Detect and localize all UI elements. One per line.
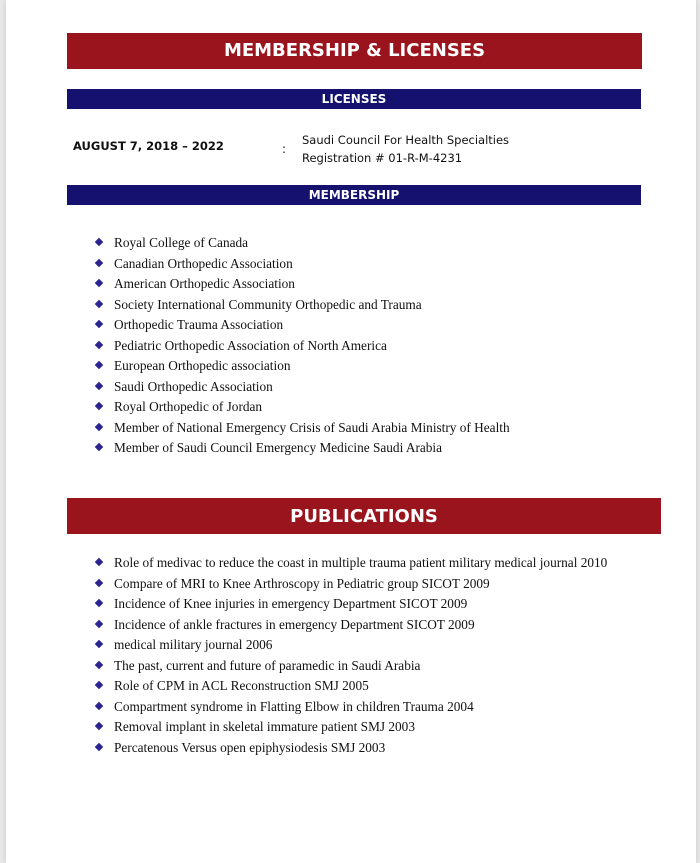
diamond-bullet-icon [95, 619, 103, 627]
membership-item-text: Member of National Emergency Crisis of Saudi Arabia Ministry of Health [114, 419, 510, 435]
diamond-bullet-icon [95, 578, 103, 586]
membership-item [94, 438, 510, 459]
membership-item-text: Canadian Orthopedic Association [114, 255, 293, 271]
diamond-bullet-icon [95, 422, 103, 430]
licenses-header: LICENSES [67, 89, 641, 109]
diamond-bullet-icon [95, 340, 103, 348]
diamond-bullet-icon [95, 402, 103, 410]
membership-item [94, 377, 510, 398]
publication-item-text: Role of CPM in ACL Reconstruction SMJ 2005 [114, 678, 369, 693]
license-details [302, 131, 509, 167]
diamond-bullet-icon [95, 722, 103, 730]
diamond-bullet-icon [95, 258, 103, 266]
membership-item [94, 418, 510, 439]
diamond-bullet-icon [95, 558, 103, 566]
diamond-bullet-icon [95, 660, 103, 668]
diamond-bullet-icon [95, 279, 103, 287]
diamond-bullet-icon [95, 640, 103, 648]
diamond-bullet-icon [95, 361, 103, 369]
membership-item-text: Pediatric Orthopedic Association of North America [114, 337, 387, 353]
publication-item [94, 635, 607, 656]
membership-item-text: Member of Saudi Council Emergency Medicine Saudi Arabia [114, 440, 443, 455]
diamond-bullet-icon [95, 742, 103, 750]
diamond-bullet-icon [95, 443, 103, 451]
membership-item [94, 254, 510, 275]
publication-item-text: Compartment syndrome in Flatting Elbow in children Trauma 2004 [114, 698, 474, 714]
publications-list [94, 553, 607, 758]
membership-item-text: American Orthopedic Association [114, 276, 295, 291]
diamond-bullet-icon [95, 381, 103, 389]
publication-item [94, 574, 607, 595]
membership-item [94, 274, 510, 295]
diamond-bullet-icon [95, 299, 103, 307]
membership-item [94, 356, 510, 377]
membership-item-text: Royal College of Canada [114, 235, 249, 250]
membership-item-text: Society International Community Orthopedic and Trauma [114, 296, 422, 312]
membership-header: MEMBERSHIP [67, 185, 641, 205]
publication-item-text: Compare of MRI to Knee Arthroscopy in Pediatric group SICOT 2009 [114, 575, 490, 591]
membership-item [94, 315, 510, 336]
license-issuer: Saudi Council For Health Specialties [302, 133, 510, 147]
membership-licenses-banner: MEMBERSHIP & LICENSES [67, 33, 642, 69]
publication-item-text: Percatenous Versus open epiphysiodesis SMJ 2003 [114, 739, 386, 755]
diamond-bullet-icon [95, 701, 103, 709]
publication-item [94, 717, 607, 738]
publication-item-text: Removal implant in skeletal immature patient SMJ 2003 [114, 719, 415, 734]
membership-item-text: Orthopedic Trauma Association [114, 317, 284, 332]
membership-item [94, 295, 510, 316]
license-separator: : [282, 142, 287, 156]
membership-item-text: Royal Orthopedic of Jordan [114, 399, 263, 414]
diamond-bullet-icon [95, 681, 103, 689]
publication-item [94, 738, 607, 759]
publication-item [94, 594, 607, 615]
license-registration: Registration # 01-R-M-4231 [302, 151, 463, 165]
membership-item [94, 397, 510, 418]
publication-item [94, 656, 607, 677]
membership-list [94, 233, 510, 459]
publication-item-text: Role of medivac to reduce the coast in multiple trauma patient military medical journal 2010 [114, 555, 608, 570]
publication-item-text: Incidence of Knee injuries in emergency Department SICOT 2009 [114, 596, 468, 611]
membership-item-text: European Orthopedic association [114, 358, 291, 373]
publication-item-text: Incidence of ankle fractures in emergency Department SICOT 2009 [114, 616, 475, 632]
publication-item [94, 697, 607, 718]
diamond-bullet-icon [95, 320, 103, 328]
membership-item [94, 233, 510, 254]
diamond-bullet-icon [95, 238, 103, 246]
membership-item-text: Saudi Orthopedic Association [114, 378, 273, 394]
membership-item [94, 336, 510, 357]
publication-item [94, 676, 607, 697]
license-date: AUGUST 7, 2018 – 2022 [73, 139, 224, 153]
publication-item-text: medical military journal 2006 [114, 637, 273, 652]
publication-item-text: The past, current and future of paramedic in Saudi Arabia [114, 657, 421, 673]
publication-item [94, 553, 607, 574]
document-page [6, 0, 696, 863]
publications-banner: PUBLICATIONS [67, 498, 661, 534]
publication-item [94, 615, 607, 636]
diamond-bullet-icon [95, 599, 103, 607]
